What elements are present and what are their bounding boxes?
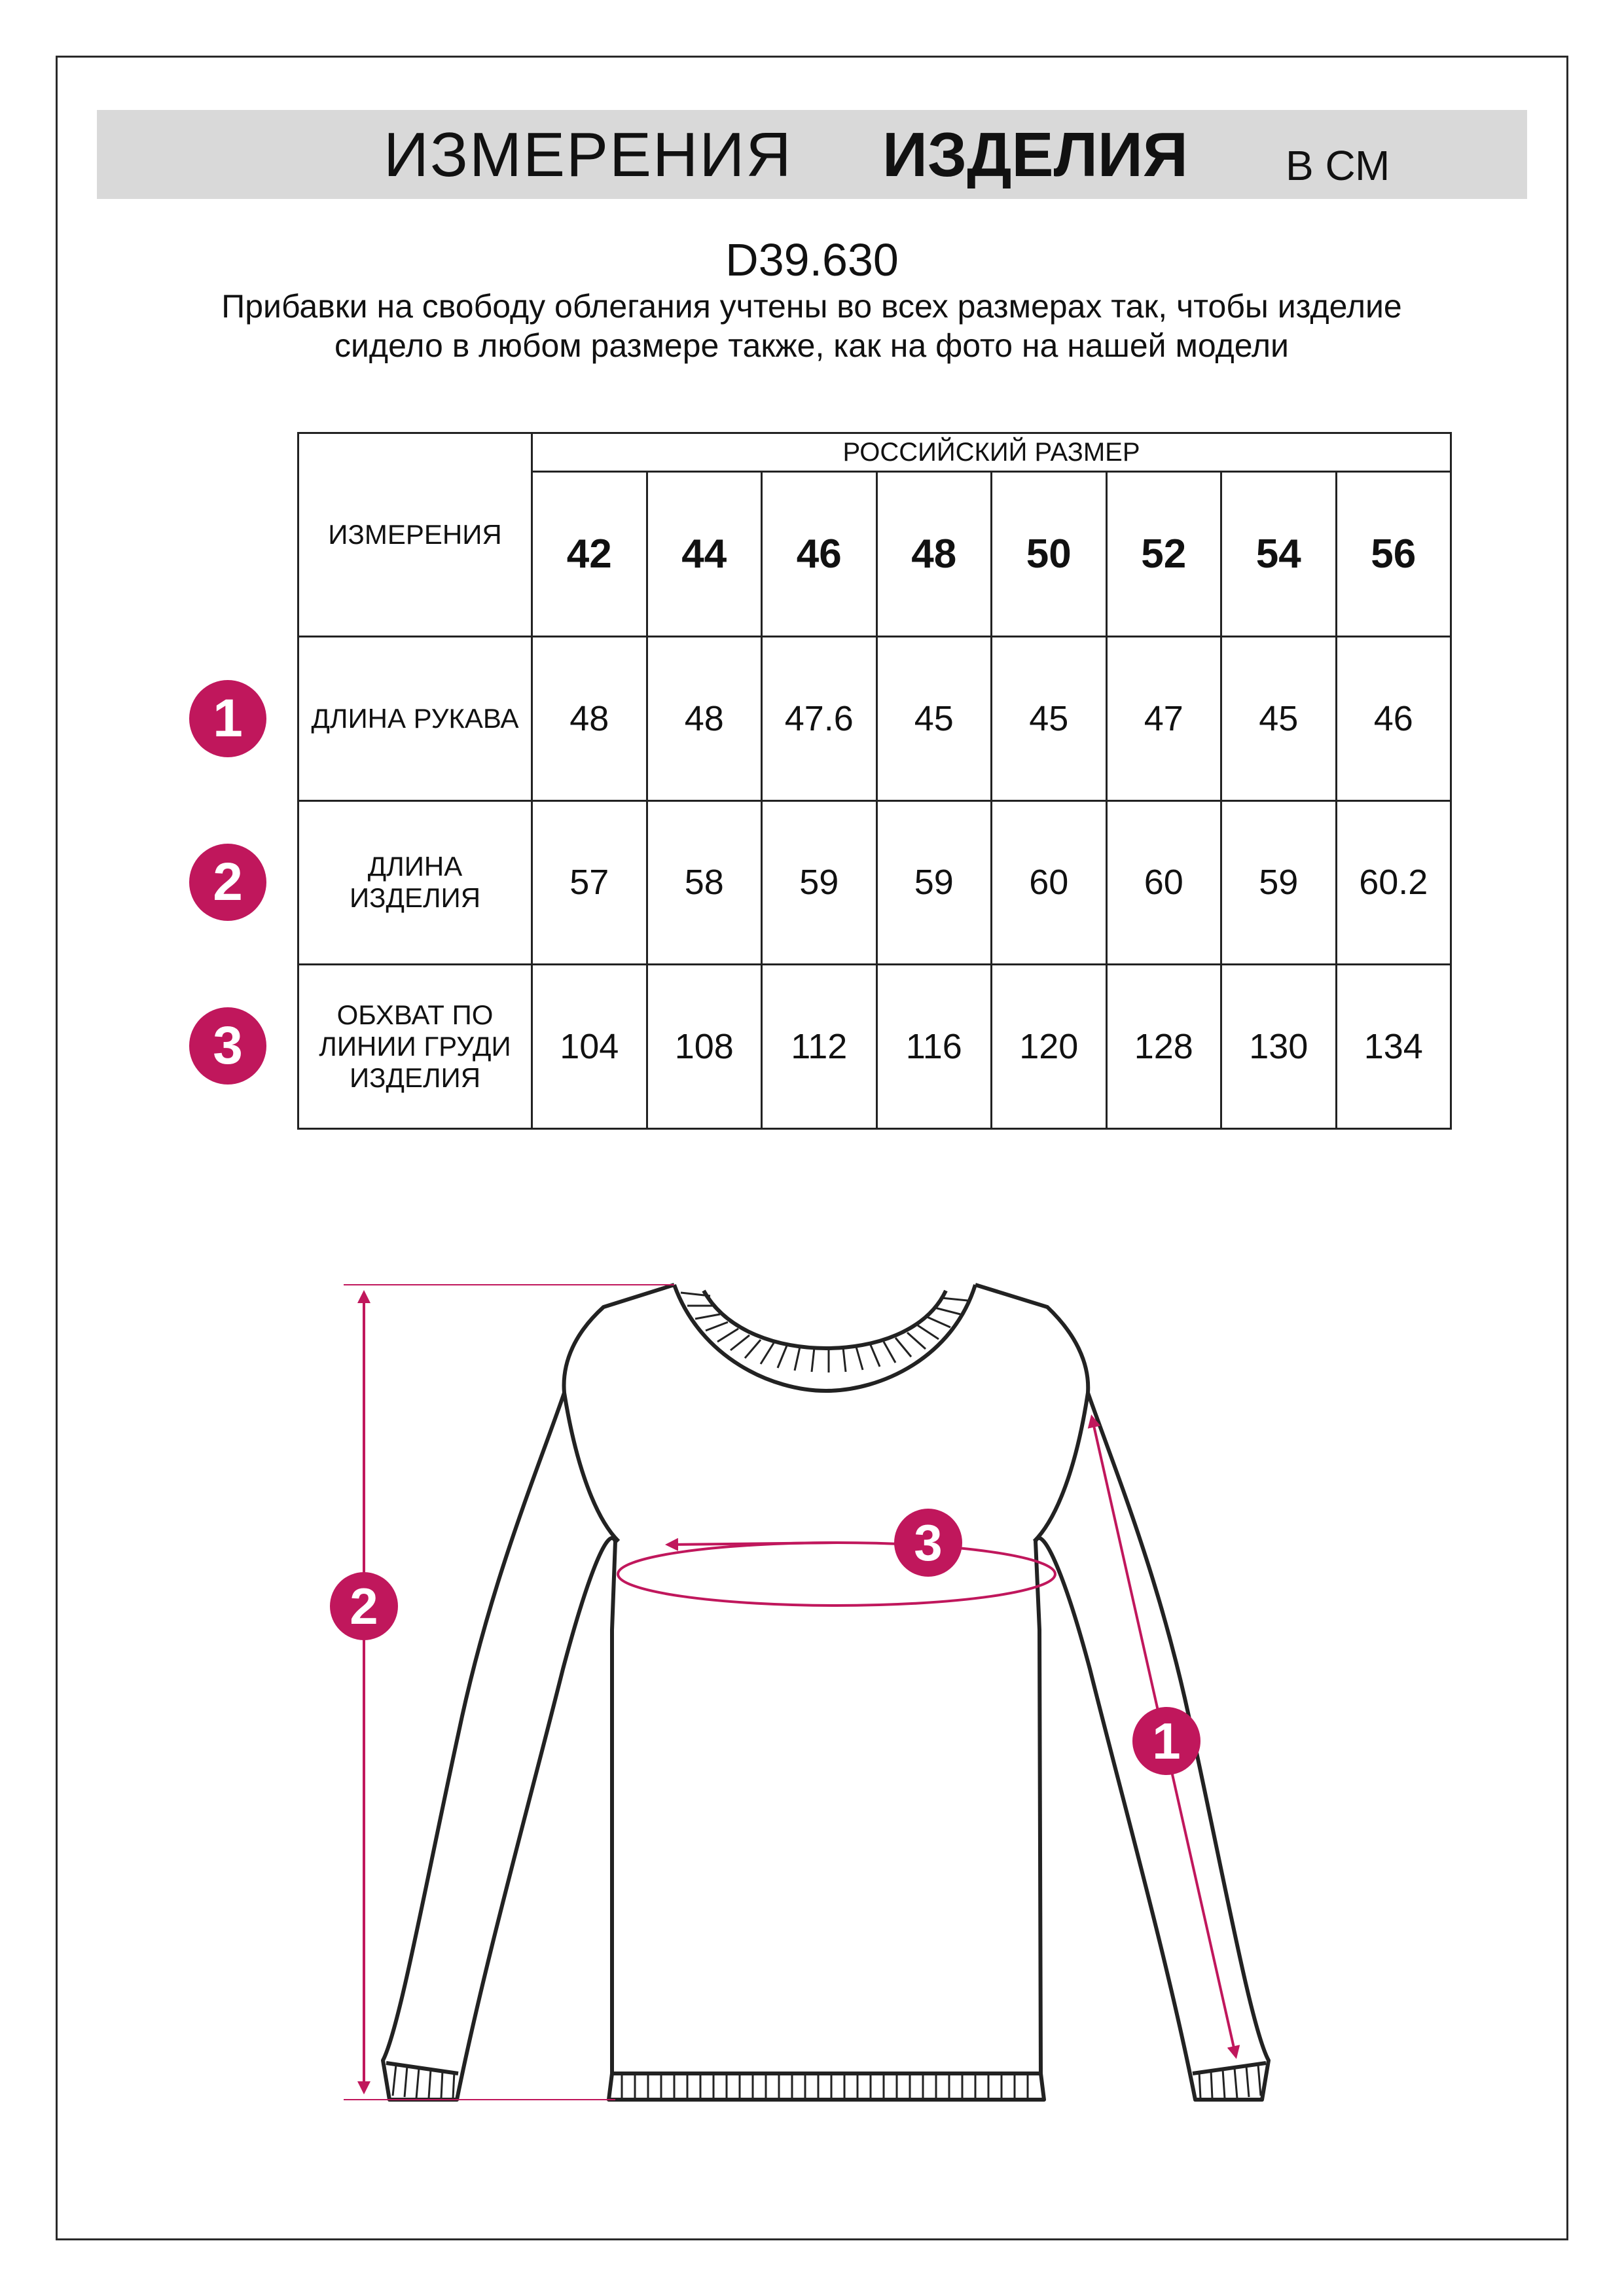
size-cell: 44: [647, 472, 762, 637]
cuff-rib-hatch: [393, 2065, 1261, 2098]
neck-rib-hatch: [681, 1293, 967, 1372]
sweater-outline: [383, 1285, 1269, 2100]
value-cell: 120: [992, 965, 1107, 1129]
size-cell: 56: [1336, 472, 1451, 637]
row-label: ДЛИНА РУКАВА: [298, 636, 532, 800]
hem-rib-hatch: [622, 2075, 1028, 2098]
length-measure: [344, 1285, 674, 2100]
row-label: ОБХВАТ ПО ЛИНИИ ГРУДИ ИЗДЕЛИЯ: [298, 965, 532, 1129]
chest-measure: [618, 1543, 1055, 1605]
value-cell: 45: [876, 636, 992, 800]
title-measurements: ИЗМЕРЕНИЯ: [384, 120, 793, 190]
size-cell: 42: [532, 472, 647, 637]
row-marker-3: 3: [189, 1007, 266, 1085]
length-marker-label: 2: [350, 1577, 378, 1635]
value-cell: 60.2: [1336, 800, 1451, 965]
size-cell: 48: [876, 472, 992, 637]
size-cell: 50: [992, 472, 1107, 637]
value-cell: 45: [1221, 636, 1337, 800]
value-cell: 112: [762, 965, 877, 1129]
measurements-header: ИЗМЕРЕНИЯ: [298, 433, 532, 637]
title-unit: В СМ: [1286, 142, 1390, 189]
value-cell: 45: [992, 636, 1107, 800]
value-cell: 59: [1221, 800, 1337, 965]
value-cell: 47.6: [762, 636, 877, 800]
value-cell: 47: [1106, 636, 1221, 800]
chest-marker-label: 3: [914, 1514, 943, 1571]
value-cell: 48: [532, 636, 647, 800]
value-cell: 57: [532, 800, 647, 965]
size-cell: 46: [762, 472, 877, 637]
product-code: D39.630: [725, 234, 899, 285]
row-label: ДЛИНА ИЗДЕЛИЯ: [298, 800, 532, 965]
value-cell: 108: [647, 965, 762, 1129]
value-cell: 104: [532, 965, 647, 1129]
size-cell: 52: [1106, 472, 1221, 637]
value-cell: 59: [876, 800, 992, 965]
value-cell: 46: [1336, 636, 1451, 800]
value-cell: 60: [1106, 800, 1221, 965]
value-cell: 48: [647, 636, 762, 800]
value-cell: 60: [992, 800, 1107, 965]
value-cell: 59: [762, 800, 877, 965]
value-cell: 130: [1221, 965, 1337, 1129]
size-group-header: РОССИЙСКИЙ РАЗМЕР: [532, 433, 1451, 472]
value-cell: 128: [1106, 965, 1221, 1129]
value-cell: 134: [1336, 965, 1451, 1129]
row-marker-2: 2: [189, 844, 266, 921]
value-cell: 58: [647, 800, 762, 965]
sleeve-marker-label: 1: [1152, 1712, 1181, 1770]
value-cell: 116: [876, 965, 992, 1129]
fit-note: Прибавки на свободу облегания учтены во всех размерах так, чтобы изделие сидело в любом размере также, как на фото на нашей модели: [221, 288, 1402, 364]
row-marker-1: 1: [189, 680, 266, 757]
size-cell: 54: [1221, 472, 1337, 637]
title-item: ИЗДЕЛИЯ: [882, 120, 1188, 190]
